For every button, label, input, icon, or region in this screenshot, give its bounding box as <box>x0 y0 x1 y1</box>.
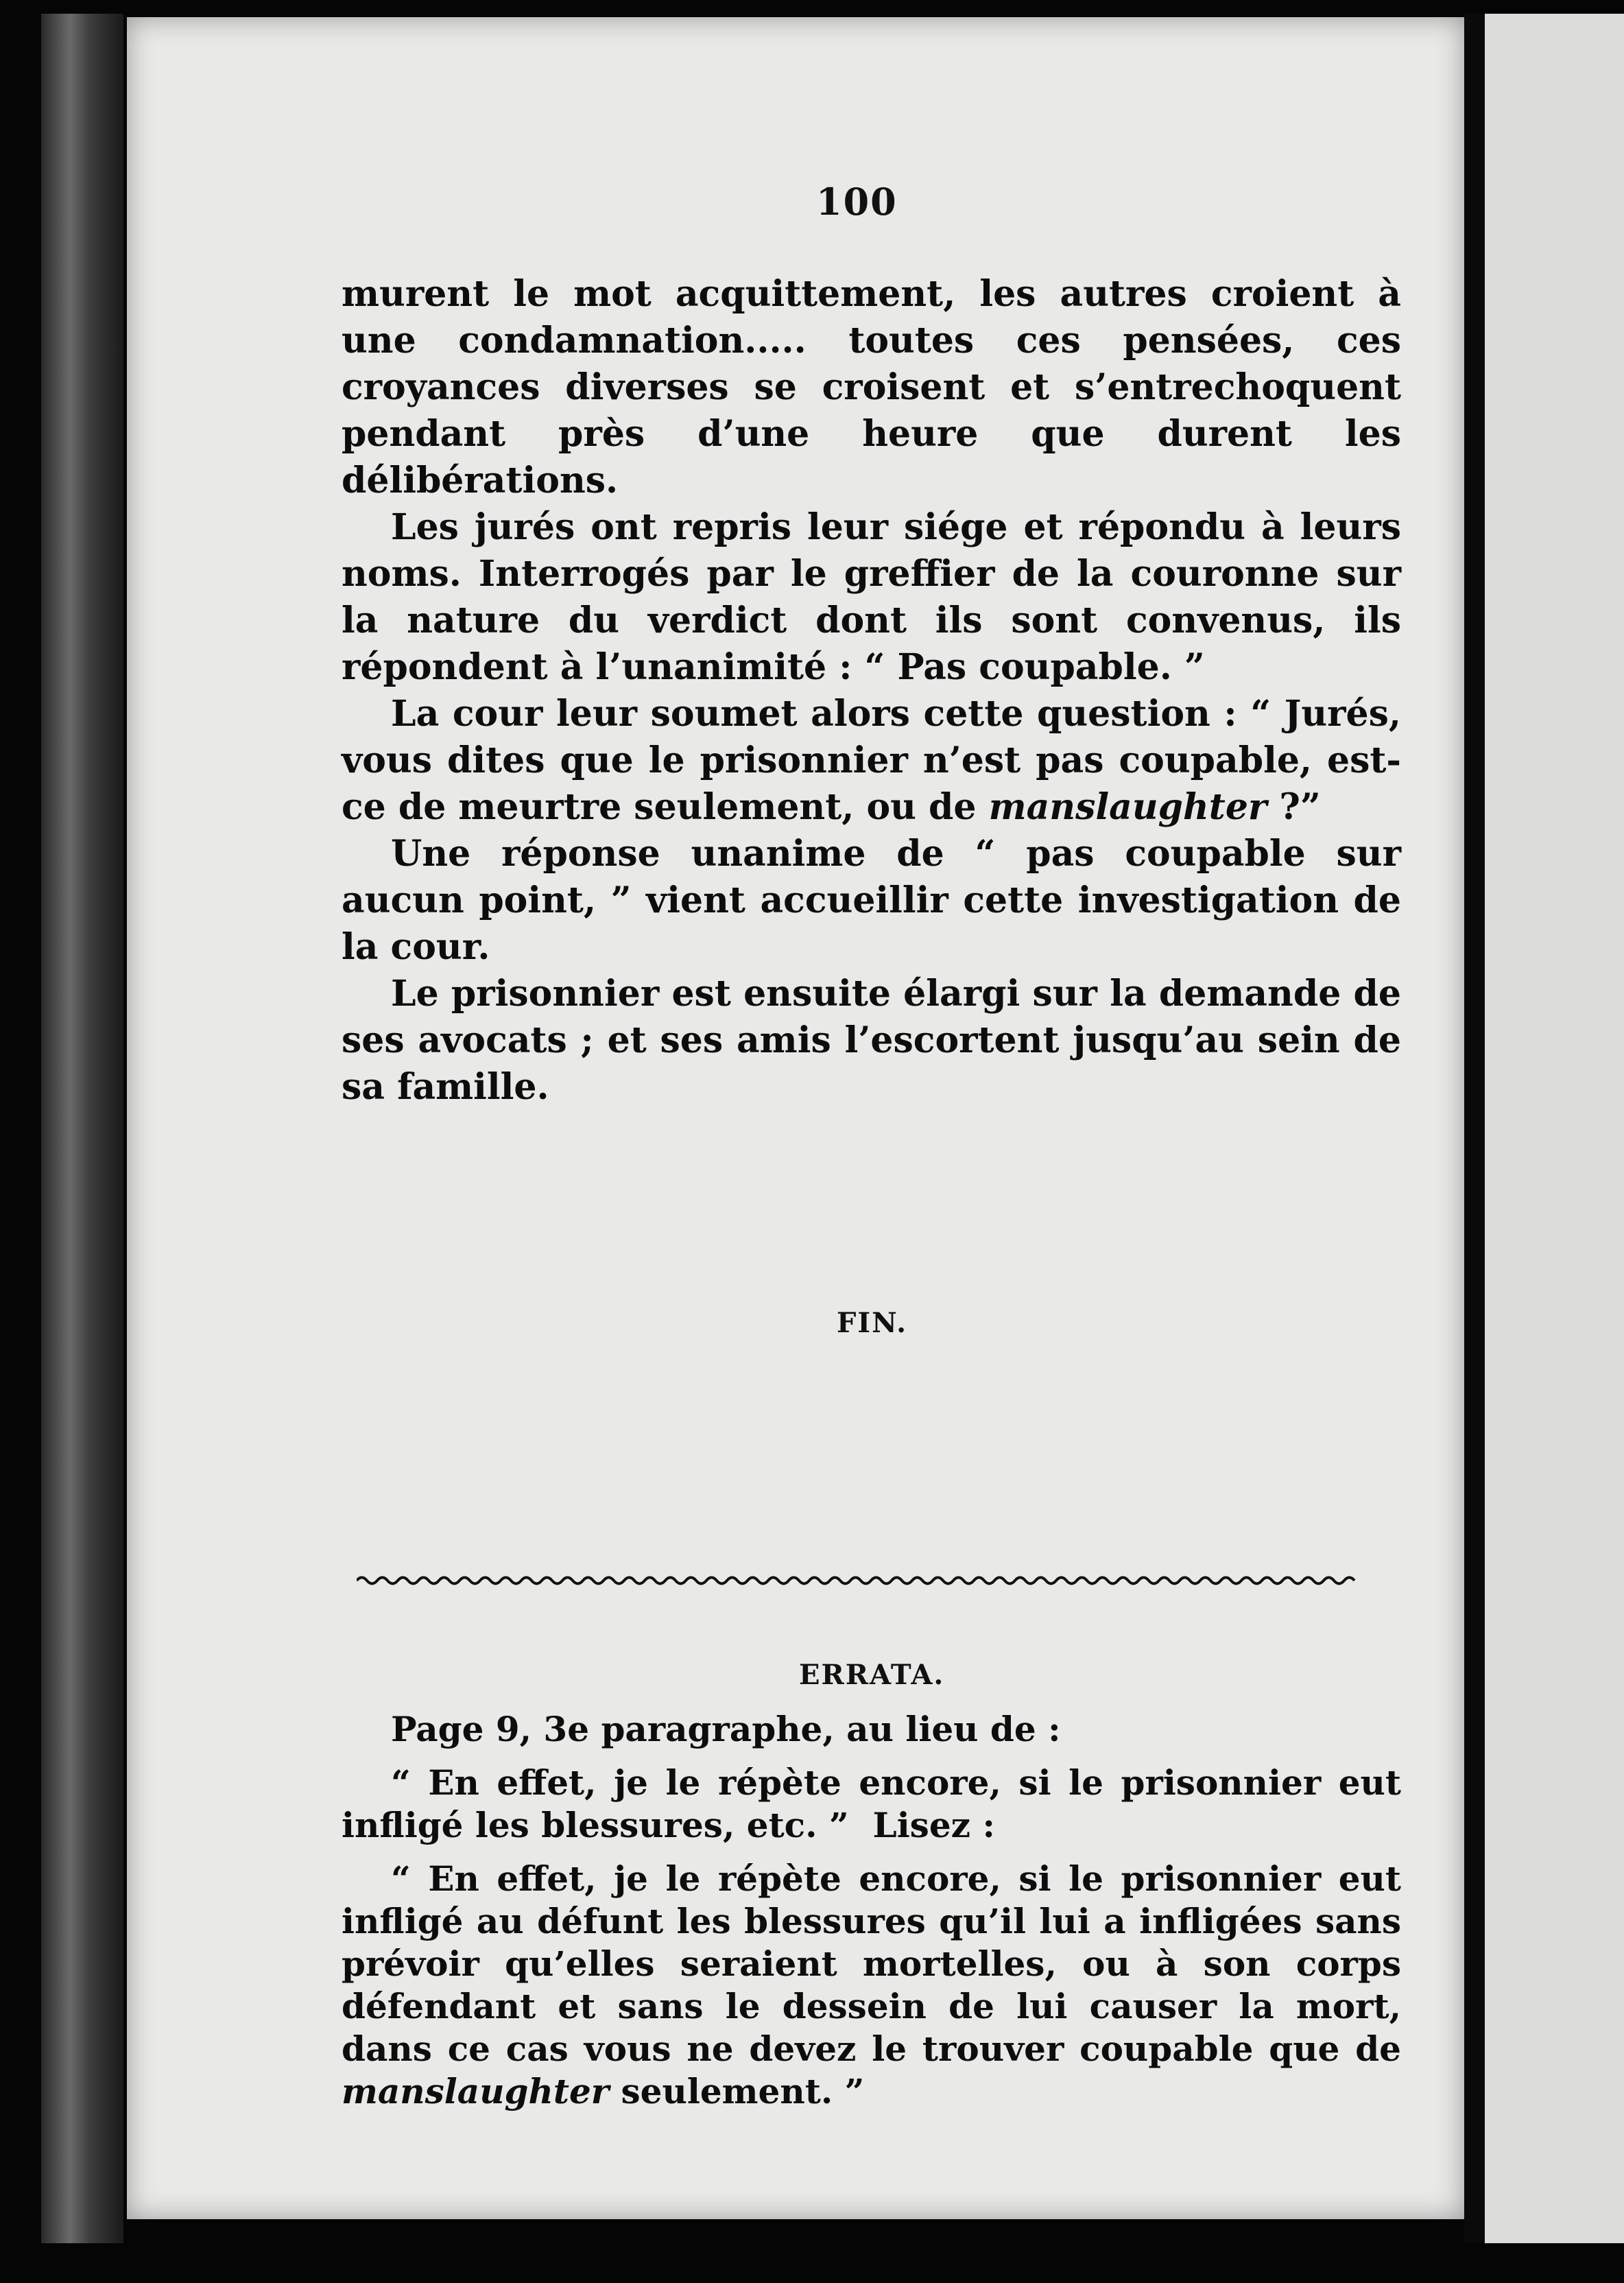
paragraph: murent le mot acquittement, les autres croient à une condamnation..... toutes ces pensées, ces croyances diverses se croisent et s’entrechoquent pendant près d’une heure que durent les délibérations. <box>342 273 1401 501</box>
errata-correct-text-end: seulement. ” <box>609 2071 865 2112</box>
errata-wrong-text: “ En effet, je le répète encore, si le prisonnier eut infligé les blessures, etc. ” <box>342 1762 1401 1845</box>
wavy-divider <box>357 1573 1358 1588</box>
paragraph: Une réponse unanime de “ pas coupable sur aucun point, ” vient accueillir cette investigation de la cour. <box>342 833 1401 968</box>
paragraph-text: ?” <box>1267 786 1321 828</box>
main-text <box>342 271 1401 1111</box>
adjacent-page-edge <box>1485 14 1624 2243</box>
paragraph: Les jurés ont repris leur siége et répondu à leurs noms. Interrogés par le greffier de la couronne sur la nature du verdict dont ils sont convenus, ils répondent à l’unanimité : “ Pas coupable. ” <box>342 506 1401 688</box>
italic-term: manslaughter <box>342 2071 610 2112</box>
errata-wrong-passage <box>342 1762 1401 1847</box>
italic-term: manslaughter <box>988 786 1267 828</box>
errata-read-label: Lisez : <box>872 1805 995 1845</box>
fin-label: FIN. <box>837 1307 908 1339</box>
book-spine <box>41 14 123 2243</box>
errata-correct-passage <box>342 1858 1401 2113</box>
paragraph-text: La cour leur soumet alors cette question : “ Jurés, vous dites que le prisonnier n’est pas coupable, est-ce de meurtre seulement, ou de <box>342 693 1401 828</box>
errata-correct-text: “ En effet, je le répète encore, si le prisonnier eut infligé au défunt les blessures qu’il lui a infligées sans prévoir qu’elles seraient mortelles, ou à son corps défendant et sans le dessein de lui causer la mort, dans ce cas vous ne devez le trouver coupable que de <box>342 1858 1401 2069</box>
page-gutter <box>1464 14 1485 2243</box>
paragraph <box>342 691 1401 831</box>
errata-text <box>342 1708 1401 2113</box>
page-number: 100 <box>816 180 898 224</box>
errata-heading: ERRATA. <box>799 1659 945 1691</box>
paragraph: Le prisonnier est ensuite élargi sur la demande de ses avocats ; et ses amis l’escortent jusqu’au sein de sa famille. <box>342 973 1401 1108</box>
errata-intro: Page 9, 3e paragraphe, au lieu de : <box>391 1709 1061 1749</box>
